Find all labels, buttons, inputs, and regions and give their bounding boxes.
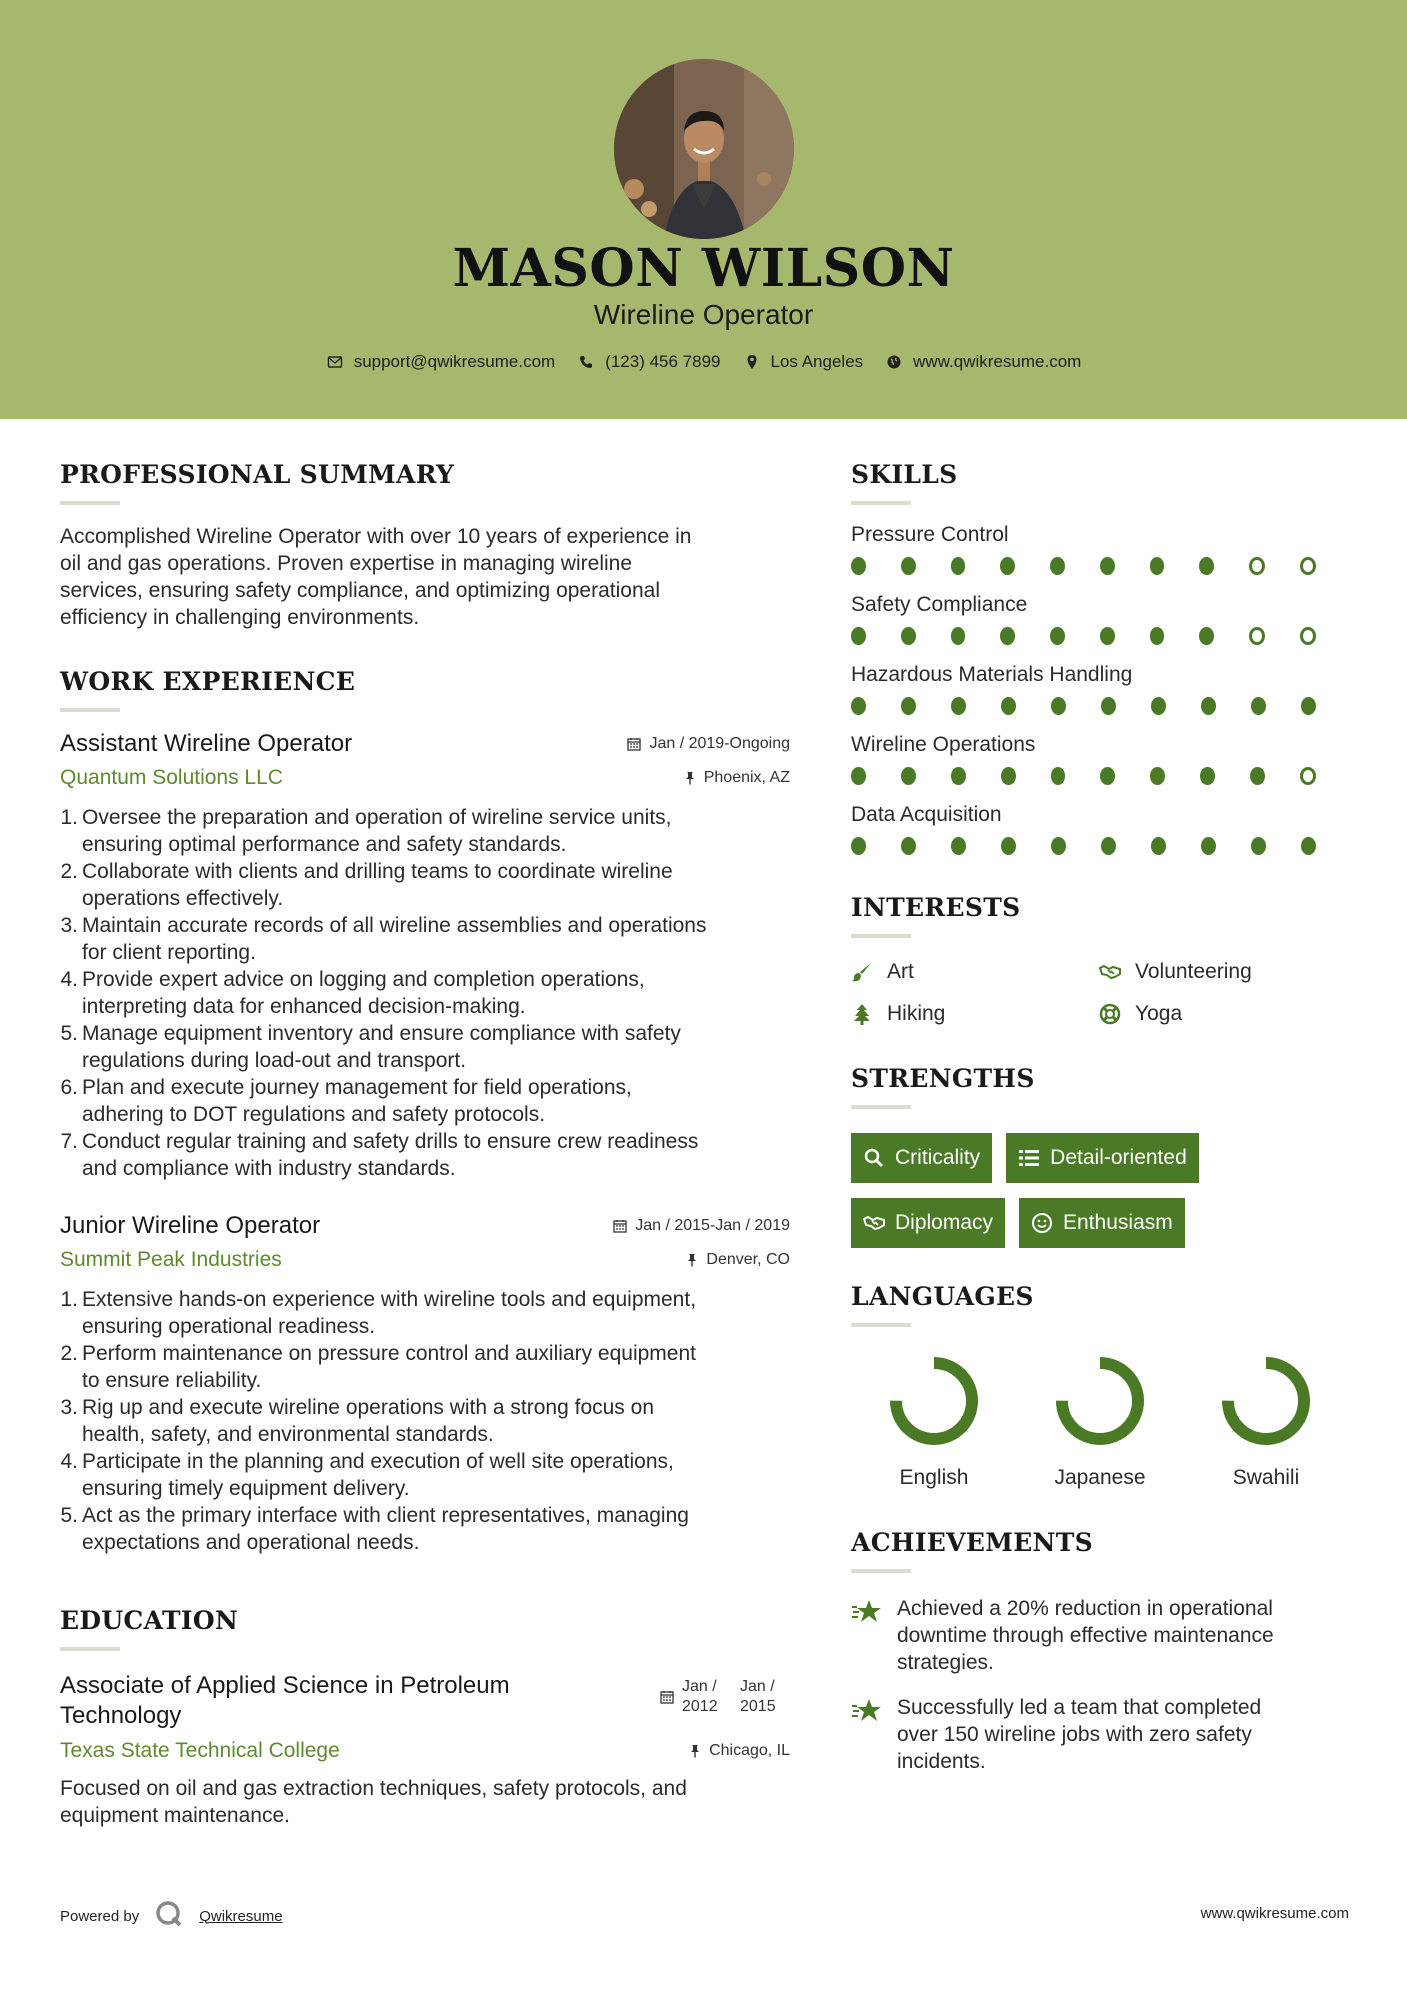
summary-heading: PROFESSIONAL SUMMARY <box>60 460 455 489</box>
rating-dot-filled <box>1150 767 1165 785</box>
pushpin-icon <box>684 771 696 785</box>
contact-phone-text: (123) 456 7899 <box>605 352 721 371</box>
rating-dot-filled <box>951 627 966 645</box>
summary-line: oil and gas operations. Proven expertise in managing wireline <box>60 552 633 575</box>
strength-label: Detail-oriented <box>1050 1146 1187 1169</box>
rating-dot-filled <box>901 837 916 855</box>
section-divider <box>851 1105 911 1109</box>
achievement-item <box>851 1595 1351 1676</box>
summary-line: Accomplished Wireline Operator with over 10 years of experience in <box>60 525 692 548</box>
pushpin-icon <box>686 1253 698 1267</box>
list-item: 1. Extensive hands-on experience with wireline tools and equipment, ensuring operational readiness. <box>60 1288 697 1338</box>
rating-dot-filled <box>1100 767 1115 785</box>
language-name: Japanese <box>1054 1466 1146 1489</box>
search-icon <box>863 1147 885 1169</box>
paintbrush-icon <box>851 961 873 983</box>
job-title: Junior Wireline Operator <box>60 1212 321 1239</box>
skill-rating <box>851 627 1351 645</box>
interests-section <box>851 893 1351 1026</box>
rating-dot-filled <box>1151 837 1166 855</box>
contact-location-text: Los Angeles <box>770 352 864 371</box>
strength-label: Diplomacy <box>895 1211 994 1234</box>
candidate-name: MASON WILSON <box>452 238 955 299</box>
job-location <box>684 769 790 787</box>
list-item: 2. Collaborate with clients and drilling teams to coordinate wireline operations effectively. <box>60 860 673 910</box>
rating-dot-filled <box>1151 697 1166 715</box>
candidate-title: Wireline Operator <box>593 299 814 330</box>
achievement-text: incidents. <box>897 1750 986 1773</box>
rating-dot-filled <box>901 627 916 645</box>
skill-name: Wireline Operations <box>851 733 1036 756</box>
job-location-text: Denver, CO <box>706 1251 790 1268</box>
right-column <box>851 460 1351 1775</box>
job-date-text: Jan / 2015-Jan / 2019 <box>635 1217 790 1234</box>
handshake-icon <box>863 1212 885 1234</box>
contact-email-text: support@qwikresume.com <box>353 352 556 371</box>
strength-badge <box>851 1198 1005 1248</box>
rating-dot-filled <box>951 697 966 715</box>
contact-website-text: www.qwikresume.com <box>913 352 1082 371</box>
language-name: English <box>899 1466 969 1489</box>
skill-item <box>851 663 1351 715</box>
skill-rating <box>851 837 1351 855</box>
interest-label: Yoga <box>1135 1002 1183 1025</box>
interest-label: Art <box>887 960 914 983</box>
skill-item <box>851 803 1351 855</box>
rating-dot-filled <box>1101 837 1116 855</box>
list-item: 5. Manage equipment inventory and ensure compliance with safety regulations during load-out and transport. <box>60 1022 681 1072</box>
list-item: 1. Oversee the preparation and operation of wireline service units, ensuring optimal performance and safety standards. <box>60 806 672 856</box>
contact-email[interactable] <box>326 352 556 372</box>
section-divider <box>60 1647 120 1651</box>
rating-dot-filled <box>901 557 916 575</box>
job-date <box>613 1217 790 1235</box>
footer-powered-by <box>60 1898 283 1934</box>
strength-label: Enthusiasm <box>1063 1211 1173 1234</box>
rating-dot-filled <box>901 697 916 715</box>
contact-bar <box>0 352 1407 372</box>
interest-yoga <box>1099 1002 1347 1026</box>
achievement-text: Successfully led a team that completed <box>897 1696 1262 1719</box>
language-list <box>851 1353 1351 1490</box>
qwikresume-link[interactable]: Qwikresume <box>199 1907 283 1925</box>
handshake-icon <box>1099 961 1121 983</box>
interest-label: Volunteering <box>1135 960 1252 983</box>
calendar-icon <box>660 1690 674 1704</box>
summary-line: efficiency in challenging environments. <box>60 606 420 629</box>
strength-label: Criticality <box>895 1146 981 1169</box>
profile-photo <box>614 59 794 239</box>
rating-dot-filled <box>1001 837 1016 855</box>
map-marker-icon <box>743 353 761 371</box>
summary-line: services, ensuring safety compliance, and optimizing operational <box>60 579 660 602</box>
achievements-heading: ACHIEVEMENTS <box>851 1528 1093 1557</box>
job-entry <box>60 1212 790 1556</box>
list-item: 7. Conduct regular training and safety drills to ensure crew readiness and compliance with industry standards. <box>60 1130 699 1180</box>
interests-heading: INTERESTS <box>851 893 1021 922</box>
rating-dot-empty <box>1249 557 1265 575</box>
rating-dot-filled <box>1301 837 1316 855</box>
rating-dot-filled <box>1000 627 1015 645</box>
rating-dot-filled <box>1051 837 1066 855</box>
rating-dot-filled <box>1250 767 1265 785</box>
pushpin-icon <box>689 1744 701 1758</box>
language-item <box>851 1353 1017 1490</box>
calendar-icon <box>613 1219 627 1233</box>
education-description: Focused on oil and gas extraction techniques, safety protocols, and equipment maintenance. <box>60 1777 687 1827</box>
rating-dot-filled <box>1051 767 1066 785</box>
rating-dot-filled <box>1201 697 1216 715</box>
section-divider <box>851 501 911 505</box>
company-name: Summit Peak Industries <box>60 1248 282 1271</box>
education-dates <box>660 1677 790 1717</box>
interest-art <box>851 960 1099 984</box>
summary-section <box>60 460 790 631</box>
job-location-text: Phoenix, AZ <box>703 769 790 786</box>
experience-section <box>60 667 790 1556</box>
education-end-date: Jan / 2015 <box>740 1678 776 1715</box>
skill-rating <box>851 557 1351 575</box>
rating-dot-filled <box>1050 627 1065 645</box>
rating-dot-filled <box>851 697 866 715</box>
skill-name: Hazardous Materials Handling <box>851 663 1133 686</box>
skills-section <box>851 460 1351 855</box>
rating-dot-filled <box>1301 697 1316 715</box>
interest-label: Hiking <box>887 1002 946 1025</box>
achievement-text: strategies. <box>897 1651 994 1674</box>
job-entry <box>60 730 790 1182</box>
rating-dot-empty <box>1300 767 1316 785</box>
education-heading: EDUCATION <box>60 1606 239 1635</box>
strength-badge <box>851 1133 992 1183</box>
rating-dot-filled <box>1251 837 1266 855</box>
rating-dot-filled <box>851 557 866 575</box>
achievement-text: downtime through effective maintenance <box>897 1624 1274 1647</box>
company-name: Quantum Solutions LLC <box>60 766 283 789</box>
rating-dot-filled <box>851 627 866 645</box>
powered-by-text: Powered by <box>60 1907 140 1925</box>
rating-dot-filled <box>1050 557 1065 575</box>
language-level-arc <box>1062 1363 1138 1439</box>
job-date <box>627 735 790 753</box>
globe-icon <box>885 353 903 371</box>
list-item: 3. Maintain accurate records of all wireline assemblies and operations for client reporting. <box>60 914 707 964</box>
footer-website[interactable]: www.qwikresume.com <box>1200 1905 1349 1922</box>
strength-badge <box>1019 1198 1185 1248</box>
rating-dot-filled <box>1199 627 1214 645</box>
rating-dot-filled <box>1251 697 1266 715</box>
skill-item <box>851 733 1351 785</box>
skill-rating <box>851 767 1351 785</box>
skill-name: Data Acquisition <box>851 803 1002 826</box>
language-item <box>1183 1353 1349 1490</box>
education-location <box>689 1742 790 1760</box>
left-column <box>60 460 790 1829</box>
rating-dot-filled <box>951 767 966 785</box>
skill-rating <box>851 697 1351 715</box>
list-item: 6. Plan and execute journey management for field operations, adhering to DOT regulations and safety protocols. <box>60 1076 632 1126</box>
rating-dot-filled <box>1100 557 1115 575</box>
degree-title: Associate of Applied Science in Petroleum Technology <box>60 1672 510 1729</box>
contact-phone[interactable] <box>577 352 720 372</box>
strength-badge <box>1006 1133 1199 1183</box>
contact-location <box>743 352 864 372</box>
rating-dot-filled <box>1201 837 1216 855</box>
experience-heading: WORK EXPERIENCE <box>60 667 356 696</box>
list-item: 4. Participate in the planning and execution of well site operations, ensuring timely equipment delivery. <box>60 1450 674 1500</box>
rating-dot-filled <box>1150 627 1165 645</box>
rating-dot-empty <box>1300 557 1316 575</box>
rating-dot-filled <box>901 767 916 785</box>
skills-list <box>851 523 1351 855</box>
rating-dot-filled <box>1100 627 1115 645</box>
section-divider <box>851 934 911 938</box>
interest-volunteering <box>1099 960 1347 984</box>
job-location <box>686 1251 790 1269</box>
language-item <box>1017 1353 1183 1490</box>
achievement-text: over 150 wireline jobs with zero safety <box>897 1723 1252 1746</box>
summary-text <box>60 523 790 631</box>
education-section <box>60 1606 790 1829</box>
list-item: 4. Provide expert advice on logging and completion operations, interpreting data for enhanced decision-making. <box>60 968 645 1018</box>
rating-dot-filled <box>951 837 966 855</box>
list-item: 3. Rig up and execute wireline operations with a strong focus on health, safety, and environmental standards. <box>60 1396 655 1446</box>
language-level-arc <box>1228 1363 1304 1439</box>
calendar-icon <box>627 737 641 751</box>
smile-icon <box>1031 1212 1053 1234</box>
rating-dot-empty <box>1249 627 1265 645</box>
rating-dot-filled <box>1150 557 1165 575</box>
skill-name: Pressure Control <box>851 523 1009 546</box>
list-icon <box>1018 1147 1040 1169</box>
resume-header <box>0 0 1407 419</box>
list-item: 2. Perform maintenance on pressure control and auxiliary equipment to ensure reliability. <box>60 1342 696 1392</box>
interest-hiking <box>851 1002 1099 1026</box>
language-name: Swahili <box>1232 1466 1300 1489</box>
education-location-text: Chicago, IL <box>709 1742 790 1759</box>
strengths-section <box>851 1064 1351 1248</box>
section-divider <box>60 708 120 712</box>
rating-dot-filled <box>1200 767 1215 785</box>
strengths-heading: STRENGTHS <box>851 1064 1035 1093</box>
rating-dot-filled <box>951 557 966 575</box>
skill-item <box>851 523 1351 575</box>
job-date-text: Jan / 2019-Ongoing <box>649 735 790 752</box>
rating-dot-filled <box>1001 697 1016 715</box>
school-name: Texas State Technical College <box>60 1739 340 1762</box>
achievements-section <box>851 1528 1351 1775</box>
tree-icon <box>851 1003 873 1025</box>
star-icon <box>851 1698 883 1775</box>
achievement-text: Achieved a 20% reduction in operational <box>897 1597 1273 1620</box>
language-progress-ring <box>886 1353 982 1449</box>
star-icon <box>851 1599 883 1676</box>
skill-item <box>851 593 1351 645</box>
languages-section <box>851 1282 1351 1490</box>
skill-name: Safety Compliance <box>851 593 1028 616</box>
qwikresume-logo-icon <box>153 1898 185 1934</box>
life-ring-icon <box>1099 1003 1121 1025</box>
language-level-arc <box>896 1363 972 1439</box>
phone-icon <box>577 353 595 371</box>
rating-dot-filled <box>1101 697 1116 715</box>
achievement-item <box>851 1694 1351 1775</box>
languages-heading: LANGUAGES <box>851 1282 1034 1311</box>
rating-dot-filled <box>1000 557 1015 575</box>
rating-dot-filled <box>851 767 866 785</box>
section-divider <box>60 501 120 505</box>
language-progress-ring <box>1052 1353 1148 1449</box>
rating-dot-filled <box>851 837 866 855</box>
job-duties <box>60 1286 790 1556</box>
envelope-icon <box>326 353 344 371</box>
list-item: 5. Act as the primary interface with client representatives, managing expectations and operational needs. <box>60 1504 689 1554</box>
contact-website[interactable] <box>885 352 1081 372</box>
rating-dot-filled <box>1001 767 1016 785</box>
language-progress-ring <box>1218 1353 1314 1449</box>
rating-dot-filled <box>1051 697 1066 715</box>
rating-dot-empty <box>1300 627 1316 645</box>
skills-heading: SKILLS <box>851 460 958 489</box>
job-title: Assistant Wireline Operator <box>60 730 353 757</box>
job-duties <box>60 804 790 1182</box>
education-start-date: Jan / 2012 <box>682 1678 718 1715</box>
section-divider <box>851 1323 911 1327</box>
rating-dot-filled <box>1199 557 1214 575</box>
section-divider <box>851 1569 911 1573</box>
